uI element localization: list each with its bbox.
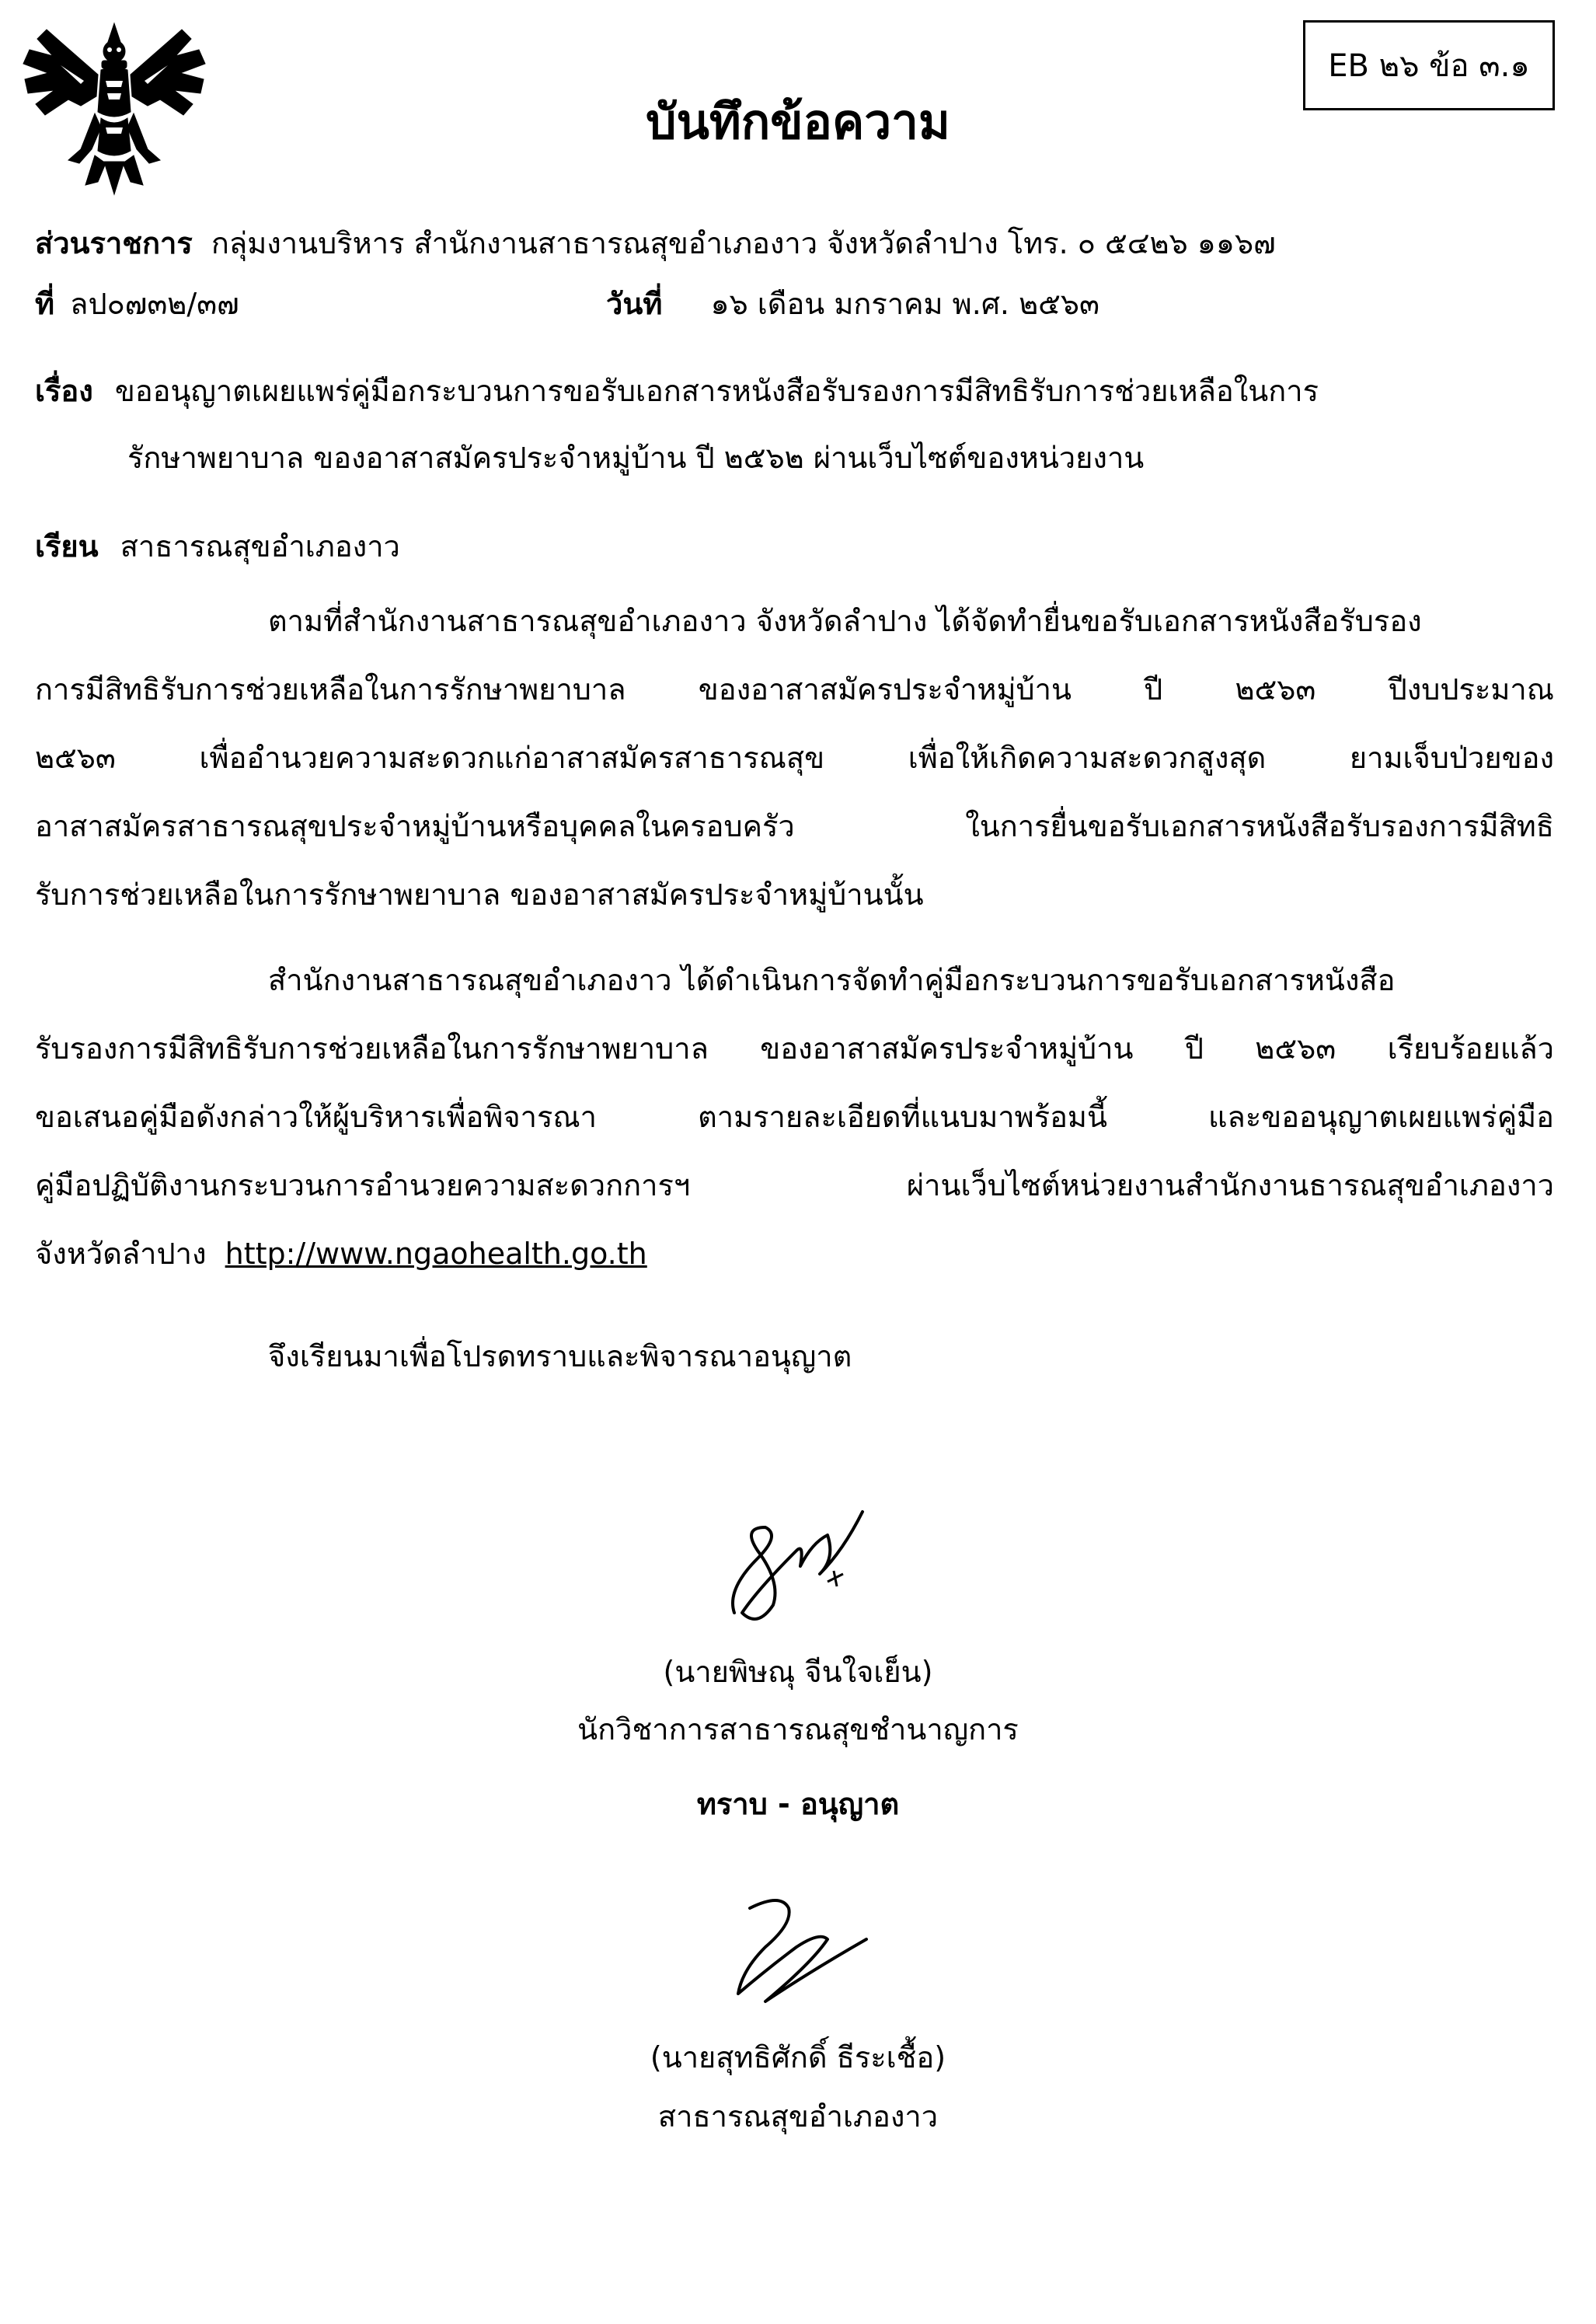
para1-line-2: การมีสิทธิรับการช่วยเหลือในการรักษาพยาบาล ของอาสาสมัครประจำหมู่บ้าน ปี ๒๕๖๓ ปีงบประมาณ — [35, 672, 1554, 707]
para1-line-4: อาสาสมัครสาธารณสุขประจำหมู่บ้านหรือบุคคลในครอบครัว ในการยื่นขอรับเอกสารหนังสือรับรองการมีสิทธิ — [35, 809, 1554, 843]
agency-label: ส่วนราชการ — [35, 226, 193, 260]
reference-code-box: EB ๒๖ ข้อ ๓.๑ — [1303, 20, 1555, 110]
signer2-position: สาธารณสุขอำเภองาว — [657, 2099, 939, 2134]
signature-2 — [719, 1885, 874, 2017]
para1-line-3: ๒๕๖๓ เพื่ออำนวยความสะดวกแก่อาสาสมัครสาธารณสุข เพื่อให้เกิดความสะดวกสูงสุด ยามเจ็บป่วยของ — [35, 741, 1554, 775]
to-label: เรียน — [35, 529, 99, 564]
date-value: ๑๖ เดือน มกราคม พ.ศ. ๒๕๖๓ — [710, 287, 1099, 321]
to-line — [35, 529, 400, 564]
subject-text-1: ขออนุญาตเผยแพร่คู่มือกระบวนการขอรับเอกสารหนังสือรับรองการมีสิทธิรับการช่วยเหลือในการ — [114, 374, 1319, 408]
approval-text: ทราบ - อนุญาต — [696, 1787, 900, 1821]
para2-last-prefix: จังหวัดลำปาง — [35, 1237, 207, 1271]
agency-line — [35, 226, 1276, 260]
date-line — [606, 289, 1099, 319]
document-title: บันทึกข้อความ — [646, 93, 950, 150]
doc-number-line — [35, 289, 239, 319]
para1-line-5: รับการช่วยเหลือในการรักษาพยาบาล ของอาสาสมัครประจำหมู่บ้านนั้น — [35, 878, 924, 912]
doc-number-label: ที่ — [35, 287, 55, 321]
to-value: สาธารณสุขอำเภองาว — [120, 529, 400, 564]
para2-line-5 — [35, 1237, 647, 1271]
signer2-name: (นายสุทธิศักดิ์ ธีระเชื้อ) — [650, 2040, 946, 2075]
signer1-name: (นายพิษณุ จีนใจเย็น) — [663, 1655, 933, 1689]
subject-line-2: รักษาพยาบาล ของอาสาสมัครประจำหมู่บ้าน ปี ๒๕๖๒ ผ่านเว็บไซต์ของหน่วยงาน — [127, 441, 1145, 475]
para2-line-2: รับรองการมีสิทธิรับการช่วยเหลือในการรักษาพยาบาล ของอาสาสมัครประจำหมู่บ้าน ปี ๒๕๖๓ เรียบร้อยแล้ว — [35, 1031, 1554, 1066]
para2-line-1: สำนักงานสาธารณสุขอำเภองาว ได้ดำเนินการจัดทำคู่มือกระบวนการขอรับเอกสารหนังสือ — [268, 963, 1396, 997]
doc-number-value: ลป๐๗๓๒/๓๗ — [70, 287, 239, 321]
date-label: วันที่ — [606, 287, 663, 321]
closing-line: จึงเรียนมาเพื่อโปรดทราบและพิจารณาอนุญาต — [268, 1339, 852, 1373]
para1-line-1: ตามที่สำนักงานสาธารณสุขอำเภองาว จังหวัดลำปาง ได้จัดทำยื่นขอรับเอกสารหนังสือรับรอง — [268, 604, 1422, 638]
para2-line-3: ขอเสนอคู่มือดังกล่าวให้ผู้บริหารเพื่อพิจารณา ตามรายละเอียดที่แนบมาพร้อมนี้ และขออนุญาตเผยแพร่คู่มือ — [35, 1100, 1554, 1134]
para2-line-4: คู่มือปฏิบัติงานกระบวนการอำนวยความสะดวกการฯ ผ่านเว็บไซต์หน่วยงานสำนักงานธารณสุขอำเภองาว — [35, 1168, 1554, 1202]
signature-1 — [711, 1496, 882, 1628]
subject-line-1 — [35, 376, 1319, 406]
agency-value: กลุ่มงานบริหาร สำนักงานสาธารณสุขอำเภองาว จังหวัดลำปาง โทร. ๐ ๕๔๒๖ ๑๑๖๗ — [211, 226, 1276, 260]
signer1-position: นักวิชาการสาธารณสุขชำนาญการ — [577, 1712, 1019, 1746]
website-link[interactable]: http://www.ngaohealth.go.th — [225, 1237, 647, 1271]
subject-label: เรื่อง — [35, 374, 93, 408]
